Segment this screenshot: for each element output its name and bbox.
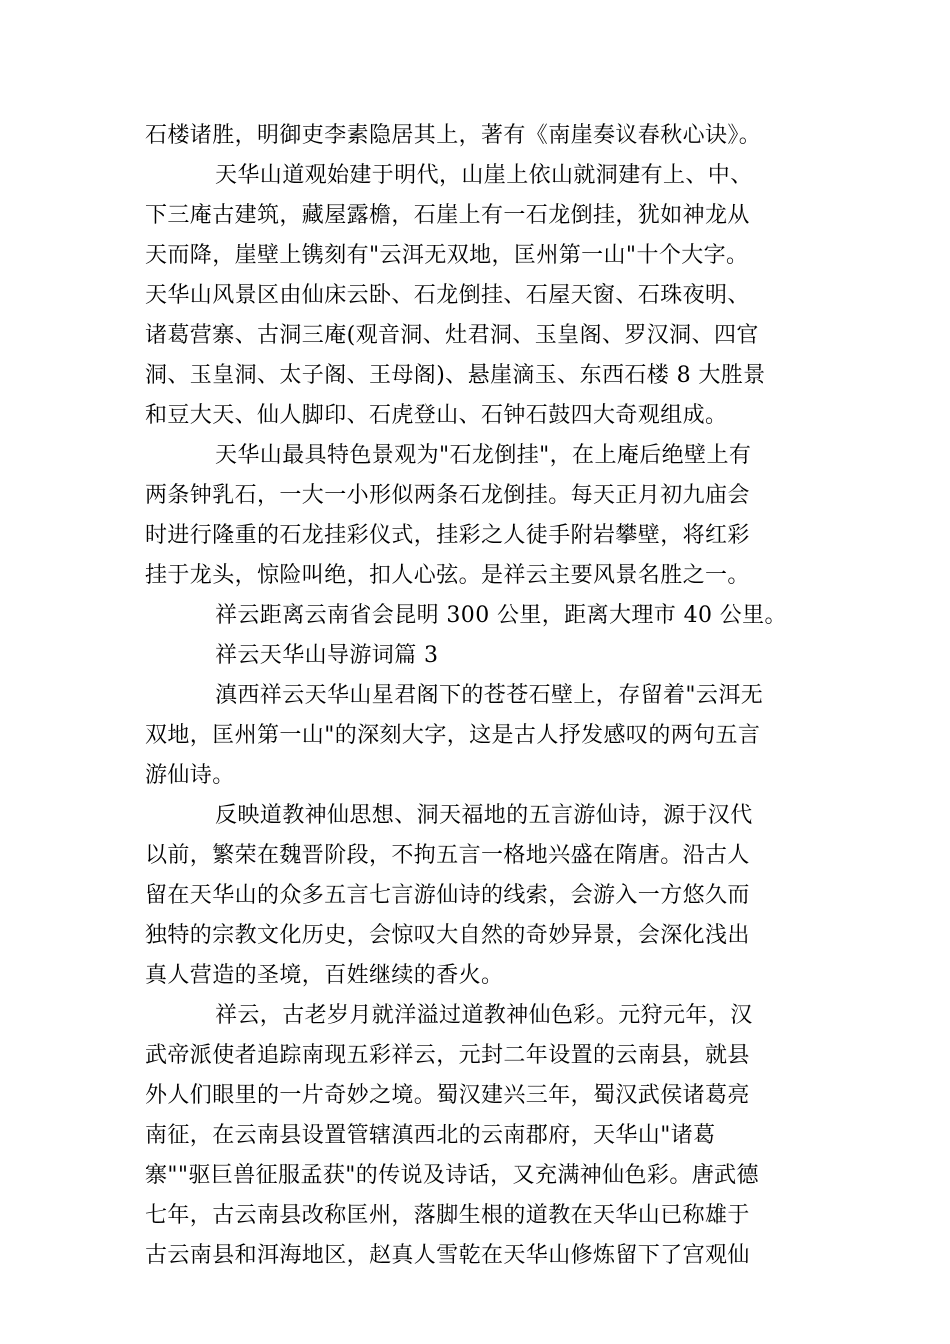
text-line: 双地，匡州第一山"的深刻大字，这是古人抒发感叹的两句五言 xyxy=(145,723,761,748)
text-line: 七年，古云南县改称匡州，落脚生根的道教在天华山已称雄于 xyxy=(145,1203,750,1228)
text-line: 两条钟乳石，一大一小形似两条石龙倒挂。每天正月初九庙会 xyxy=(145,483,750,508)
text-line: 反映道教神仙思想、洞天福地的五言游仙诗，源于汉代 xyxy=(215,803,753,828)
text-line: 游仙诗。 xyxy=(145,763,235,788)
text-line: 天华山风景区由仙床云卧、石龙倒挂、石屋天窗、石珠夜明、 xyxy=(145,283,750,308)
text-line: 祥云，古老岁月就洋溢过道教神仙色彩。元狩元年，汉 xyxy=(215,1003,753,1028)
section-heading: 祥云天华山导游词篇 3 xyxy=(215,643,439,668)
text-line: 挂于龙头，惊险叫绝，扣人心弦。是祥云主要风景名胜之一。 xyxy=(145,563,750,588)
text-line: 古云南县和洱海地区，赵真人雪乾在天华山修炼留下了宫观仙 xyxy=(145,1243,750,1268)
text-line: 外人们眼里的一片奇妙之境。蜀汉建兴三年，蜀汉武侯诸葛亮 xyxy=(145,1083,750,1108)
text-line: 洞、玉皇洞、太子阁、王母阁)、悬崖滴玉、东西石楼 8 大胜景 xyxy=(145,363,766,388)
text-line: 诸葛营寨、古洞三庵(观音洞、灶君洞、玉皇阁、罗汉洞、四官 xyxy=(145,323,759,348)
text-line: 天华山最具特色景观为"石龙倒挂"，在上庵后绝壁上有 xyxy=(215,443,752,468)
text-line: 天华山道观始建于明代，山崖上依山就洞建有上、中、 xyxy=(215,163,753,188)
text-line: 下三庵古建筑，藏屋露檐，石崖上有一石龙倒挂，犹如神龙从 xyxy=(145,203,750,228)
text-line: 滇西祥云天华山星君阁下的苍苍石壁上，存留着"云洱无 xyxy=(215,683,764,708)
text-line: 留在天华山的众多五言七言游仙诗的线索，会游入一方悠久而 xyxy=(145,883,750,908)
document-body xyxy=(145,116,805,1276)
text-line: 南征，在云南县设置管辖滇西北的云南郡府，天华山"诸葛 xyxy=(145,1123,716,1148)
text-line: 天而降，崖壁上镌刻有"云洱无双地，匡州第一山"十个大字。 xyxy=(145,243,749,268)
text-line: 祥云距离云南省会昆明 300 公里，距离大理市 40 公里。 xyxy=(215,603,787,628)
text-line: 武帝派使者追踪南现五彩祥云，元封二年设置的云南县，就县 xyxy=(145,1043,750,1068)
text-line: 石楼诸胜，明御吏李素隐居其上，著有《南崖奏议春秋心诀》。 xyxy=(145,123,762,148)
text-line: 独特的宗教文化历史，会惊叹大自然的奇妙异景，会深化浅出 xyxy=(145,923,750,948)
text-line: 时进行隆重的石龙挂彩仪式，挂彩之人徒手附岩攀壁，将红彩 xyxy=(145,523,750,548)
text-line: 和豆大天、仙人脚印、石虎登山、石钟石鼓四大奇观组成。 xyxy=(145,403,728,428)
text-line: 以前，繁荣在魏晋阶段，不拘五言一格地兴盛在隋唐。沿古人 xyxy=(145,843,750,868)
text-line: 真人营造的圣境，百姓继续的香火。 xyxy=(145,963,504,988)
text-line: 寨""驱巨兽征服孟获"的传说及诗话，又充满神仙色彩。唐武德 xyxy=(145,1163,759,1188)
